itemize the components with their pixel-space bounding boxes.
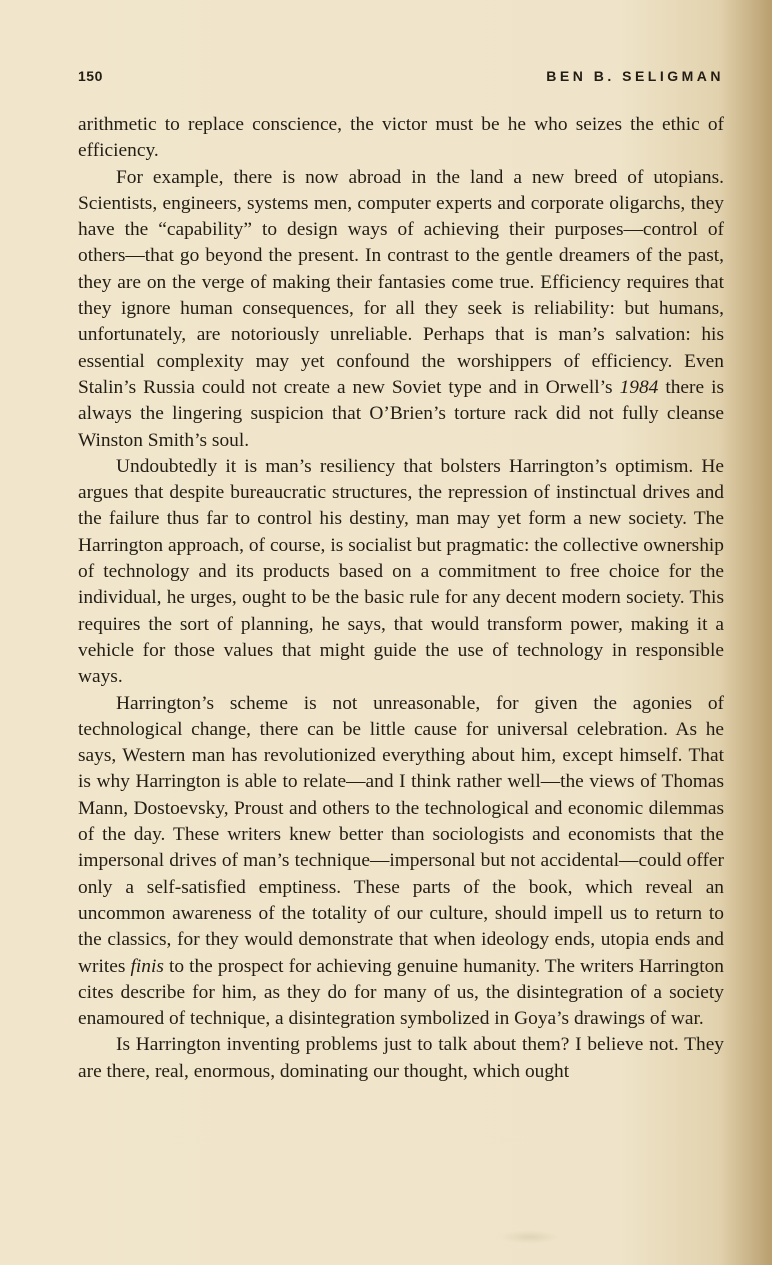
paragraph (78, 165, 724, 454)
paragraph-text: Undoubtedly it is man’s resiliency that bolsters Harrington’s optimism. He argues that despite bureaucratic structures, the repression of instinctual drives and the failure thus far to control his destiny, man may yet form a new society. The Harrington approach, of course, is socialist but pragmatic: the collective ownership of technology and its products based on a commitment to free choice for the individual, he urges, ought to be the basic rule for any decent modern society. This requires the sort of planning, he says, that would transform power, making it a vehicle for those values that might guide the use of technology in responsible ways. (78, 455, 724, 688)
paragraph (78, 454, 724, 691)
page-header (78, 68, 724, 92)
paragraph-text: there is always the lingering suspicion that O’Brien’s torture rack did not fully cleanse Winston Smith’s soul. (78, 376, 724, 451)
running-head: BEN B. SELIGMAN (546, 68, 724, 84)
paragraph (78, 1032, 724, 1085)
paragraph (78, 112, 724, 165)
book-title-1984: 1984 (619, 376, 659, 398)
paragraph (78, 691, 724, 1033)
paragraph-text: arithmetic to replace conscience, the victor must be he who seizes the ethic of efficiency. (78, 114, 724, 162)
paragraph-text: Harrington’s scheme is not unreasonable, for given the agonies of technological change, there can be little cause for universal celebration. As he says, Western man has revolutionized everything about him, except himself. That is why Harrington is able to relate—and I think rather well—the views of Thomas Mann, Dostoevsky, Proust and others to the technological and economic dilemmas of the day. These writers knew better than sociologists and economists that the impersonal drives of man’s technique—impersonal but not accidental—could offer only a self-satisfied emptiness. These parts of the book, which reveal an uncommon awareness of the totality of our culture, should impell us to return to the classics, for they would demonstrate that when ideology ends, utopia ends and writes (78, 692, 724, 977)
paragraph-text: Is Harrington inventing problems just to talk about them? I believe not. They are there, real, enormous, dominating our thought, which ought (78, 1034, 724, 1082)
body-text (78, 112, 724, 1085)
paragraph-text: For example, there is now abroad in the land a new breed of utopians. Scientists, engineers, systems men, computer experts and corporate oligarchs, they have the “capability” to design ways of achieving their purposes—control of others—that go beyond the present. In contrast to the gentle dreamers of the past, they are on the verge of making their fantasies come true. Efficiency requires that they ignore human consequences, for all they seek is reliability: but humans, unfortunately, are notoriously unreliable. Perhaps that is man’s salvation: his essential complexity may yet confound the worshippers of efficiency. Even Stalin’s Russia could not create a new Soviet type and in Orwell’s (78, 166, 724, 398)
page-number: 150 (78, 68, 103, 84)
paper-stain (500, 1230, 560, 1244)
italic-finis: finis (130, 955, 164, 977)
paragraph-text: to the prospect for achieving genuine humanity. The writers Harrington cites describe for him, as they do for many of us, the disintegration of a society enamoured of technique, a disintegration symbolized in Goya’s drawings of war. (78, 955, 724, 1030)
